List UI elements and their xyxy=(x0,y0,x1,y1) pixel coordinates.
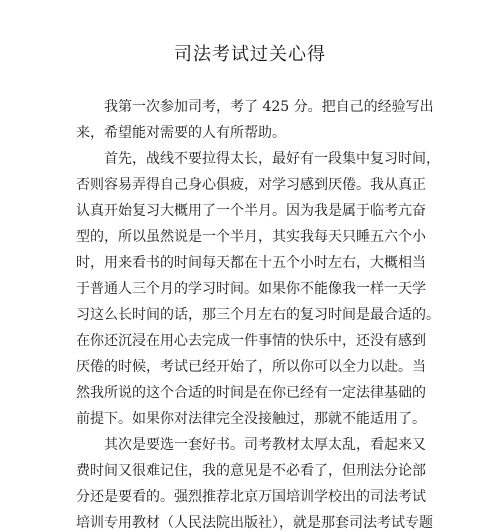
paragraph-line: 时，用来看书的时间每天都在十五个小时左右，大概相当 xyxy=(76,255,426,271)
paragraph-line: 否则容易弄得自己身心俱疲，对学习感到厌倦。我从真正 xyxy=(76,177,426,193)
paragraph-line: 首先，战线不要拉得太长，最好有一段集中复习时间， xyxy=(104,151,440,167)
paragraph-line: 然我所说的这个合适的时间是在你已经有一定法律基础的 xyxy=(76,385,426,401)
paragraph-line: 来，希望能对需要的人有所帮助。 xyxy=(76,125,286,141)
paragraph-line: 培训专用教材（人民法院出版社），就是那套司法考试专题 xyxy=(76,515,433,531)
paragraph-line: 费时间又很难记住，我的意见是不必看了，但刑法分论部 xyxy=(76,463,426,479)
paragraph-line: 分还是要看的。强烈推荐北京万国培训学校出的司法考试 xyxy=(76,489,426,505)
paragraph-line: 习这么长时间的话，那三个月左右的复习时间是最合适的。 xyxy=(76,307,440,323)
paragraph-line: 在你还沉浸在用心去完成一件事情的快乐中，还没有感到 xyxy=(76,333,426,349)
document-title: 司法考试过关心得 xyxy=(174,44,326,65)
paragraph-line: 其次是要选一套好书。司考教材太厚太乱，看起来又 xyxy=(104,437,426,453)
paragraph-line: 厌倦的时候，考试已经开始了，所以你可以全力以赴。当 xyxy=(76,359,426,375)
paragraph-line: 于普通人三个月的学习时间。如果你不能像我一样一天学 xyxy=(76,281,426,297)
paragraph-line: 我第一次参加司考，考了 425 分。把自己的经验写出 xyxy=(104,99,434,115)
paragraph-line: 型的，所以虽然说是一个半月，其实我每天只睡五六个小 xyxy=(76,229,426,245)
paragraph-line: 认真开始复习大概用了一个半月。因为我是属于临考亢奋 xyxy=(76,203,426,219)
paragraph-line: 前提下。如果你对法律完全没接触过，那就不能适用了。 xyxy=(76,411,426,427)
